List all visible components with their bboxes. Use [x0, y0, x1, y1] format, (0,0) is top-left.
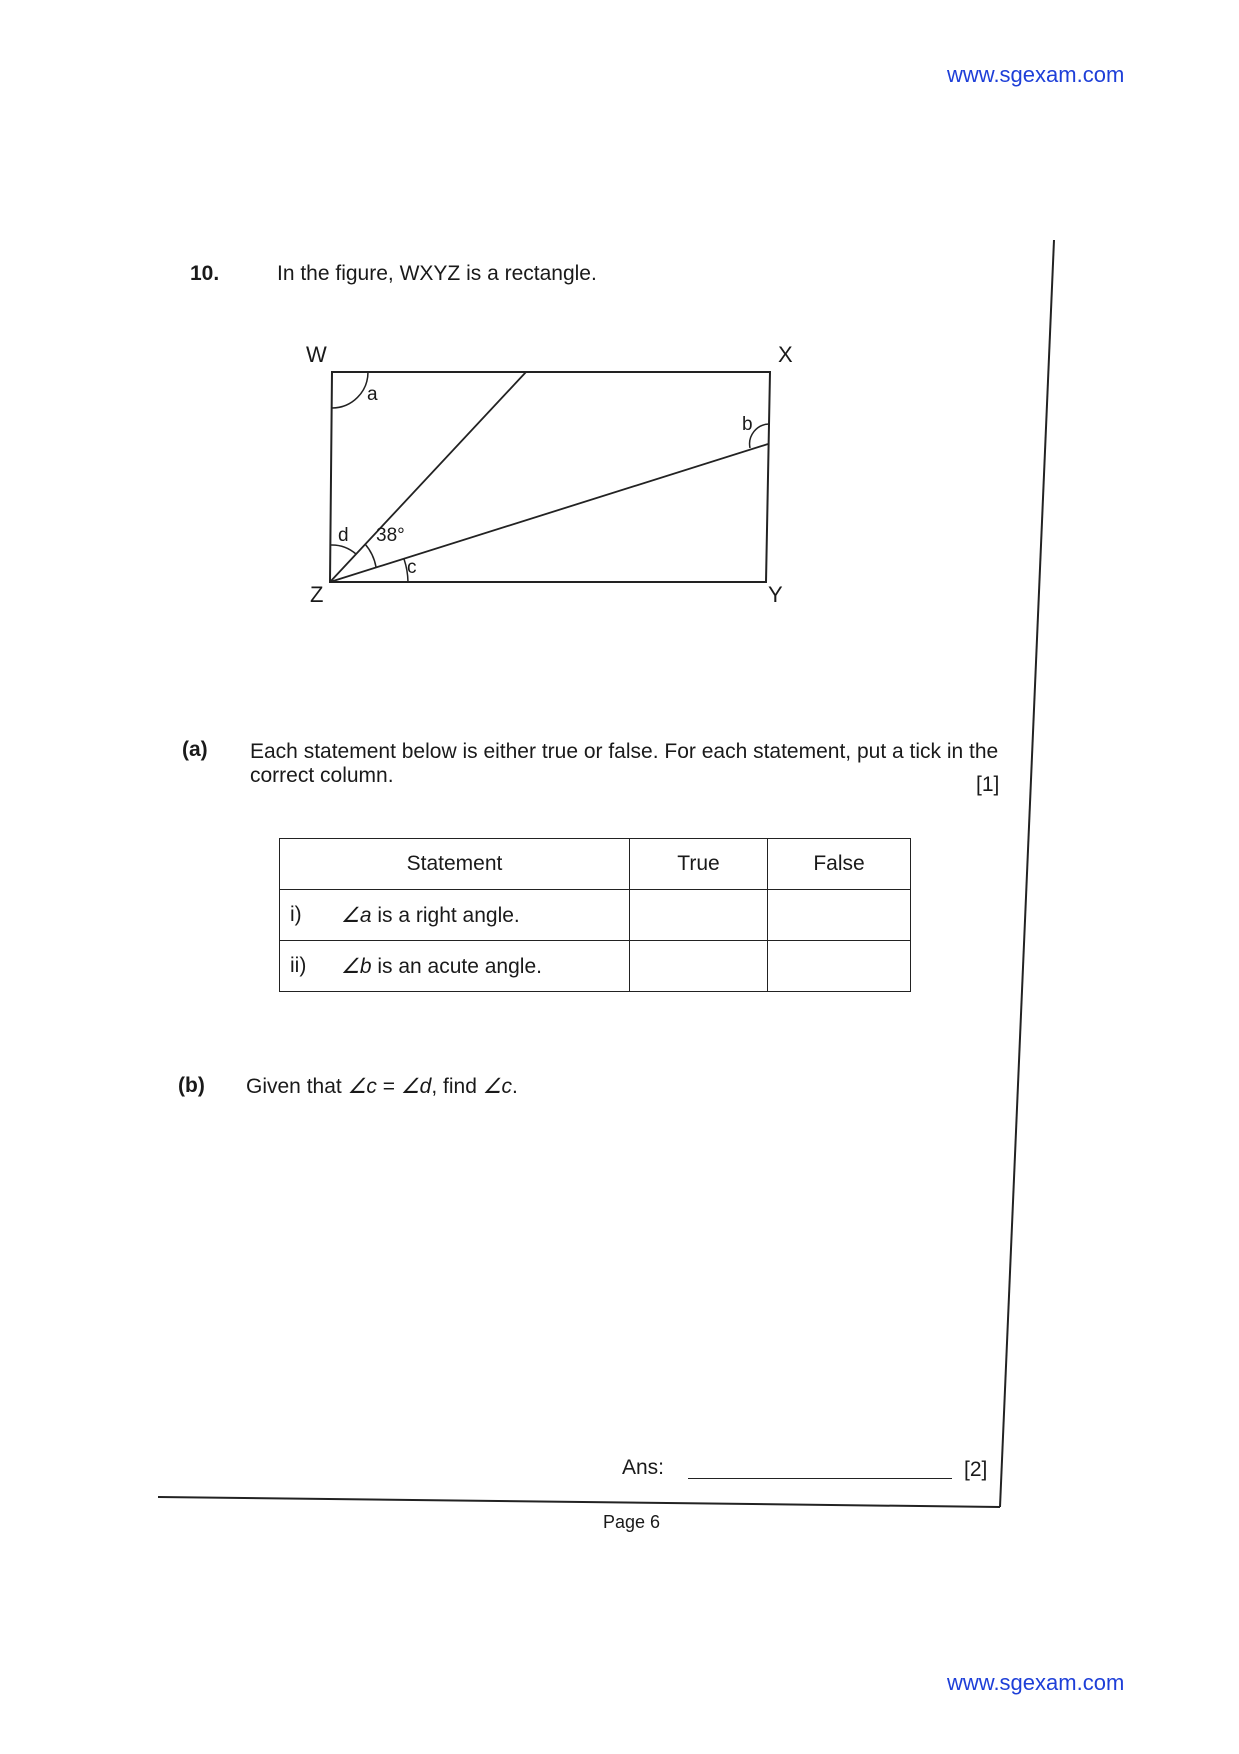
angle-c: ∠c	[482, 1075, 513, 1098]
arc-a	[332, 372, 368, 408]
angle-label-a: a	[367, 384, 378, 405]
watermark-top: www.sgexam.com	[947, 62, 1125, 87]
header-false: False	[768, 839, 911, 890]
angle-label-38: 38°	[376, 525, 405, 546]
angle-label-c: c	[407, 557, 417, 578]
row-statement	[331, 941, 630, 992]
angle-d: ∠d	[400, 1075, 432, 1098]
line-z-to-right	[330, 444, 768, 582]
rectangle-wxyz	[330, 372, 770, 582]
rectangle-figure	[290, 330, 830, 620]
part-a-marks: [1]	[976, 773, 1000, 796]
statement-text: is an acute angle.	[371, 954, 542, 978]
question-number: 10.	[190, 262, 220, 285]
table-header-row	[280, 839, 911, 890]
row-number: i)	[280, 890, 332, 941]
header-true: True	[630, 839, 768, 890]
part-a-label: (a)	[182, 738, 208, 761]
row-statement	[331, 890, 630, 941]
answer-field[interactable]	[688, 1478, 952, 1479]
arc-d	[330, 545, 356, 554]
vertex-y: Y	[768, 582, 783, 607]
header-statement: Statement	[280, 839, 630, 890]
table-row	[280, 941, 911, 992]
table-row	[280, 890, 911, 941]
arc-38	[365, 544, 376, 567]
tick-cell-true[interactable]	[630, 941, 768, 992]
angle-symbol: ∠a	[341, 903, 372, 927]
question-intro: In the figure, WXYZ is a rectangle.	[277, 262, 597, 285]
part-b-label: (b)	[178, 1074, 205, 1097]
vertex-z: Z	[310, 582, 324, 607]
angle-label-d: d	[338, 525, 349, 546]
statement-table	[279, 838, 911, 992]
angle-label-b: b	[742, 414, 753, 435]
watermark-bottom: www.sgexam.com	[947, 1670, 1125, 1695]
tick-cell-true[interactable]	[630, 890, 768, 941]
part-b-prefix: Given that	[246, 1075, 348, 1098]
angle-c: ∠c	[347, 1075, 377, 1098]
angle-symbol: ∠b	[341, 954, 372, 978]
part-b-end: .	[512, 1075, 518, 1098]
tick-cell-false[interactable]	[768, 890, 911, 941]
vertex-w: W	[306, 342, 327, 367]
page-number: Page 6	[603, 1512, 661, 1532]
answer-marks: [2]	[964, 1458, 988, 1481]
part-a-text: Each statement below is either true or false. For each statement, put a tick in the correct column.	[250, 740, 999, 787]
tick-cell-false[interactable]	[768, 941, 911, 992]
part-b-text	[246, 1075, 518, 1099]
statement-text: is a right angle.	[371, 903, 520, 927]
answer-label: Ans:	[622, 1456, 665, 1479]
equals-sign: =	[376, 1075, 401, 1098]
row-number: ii)	[280, 941, 332, 992]
vertex-x: X	[778, 342, 793, 367]
part-b-mid: , find	[431, 1075, 483, 1098]
